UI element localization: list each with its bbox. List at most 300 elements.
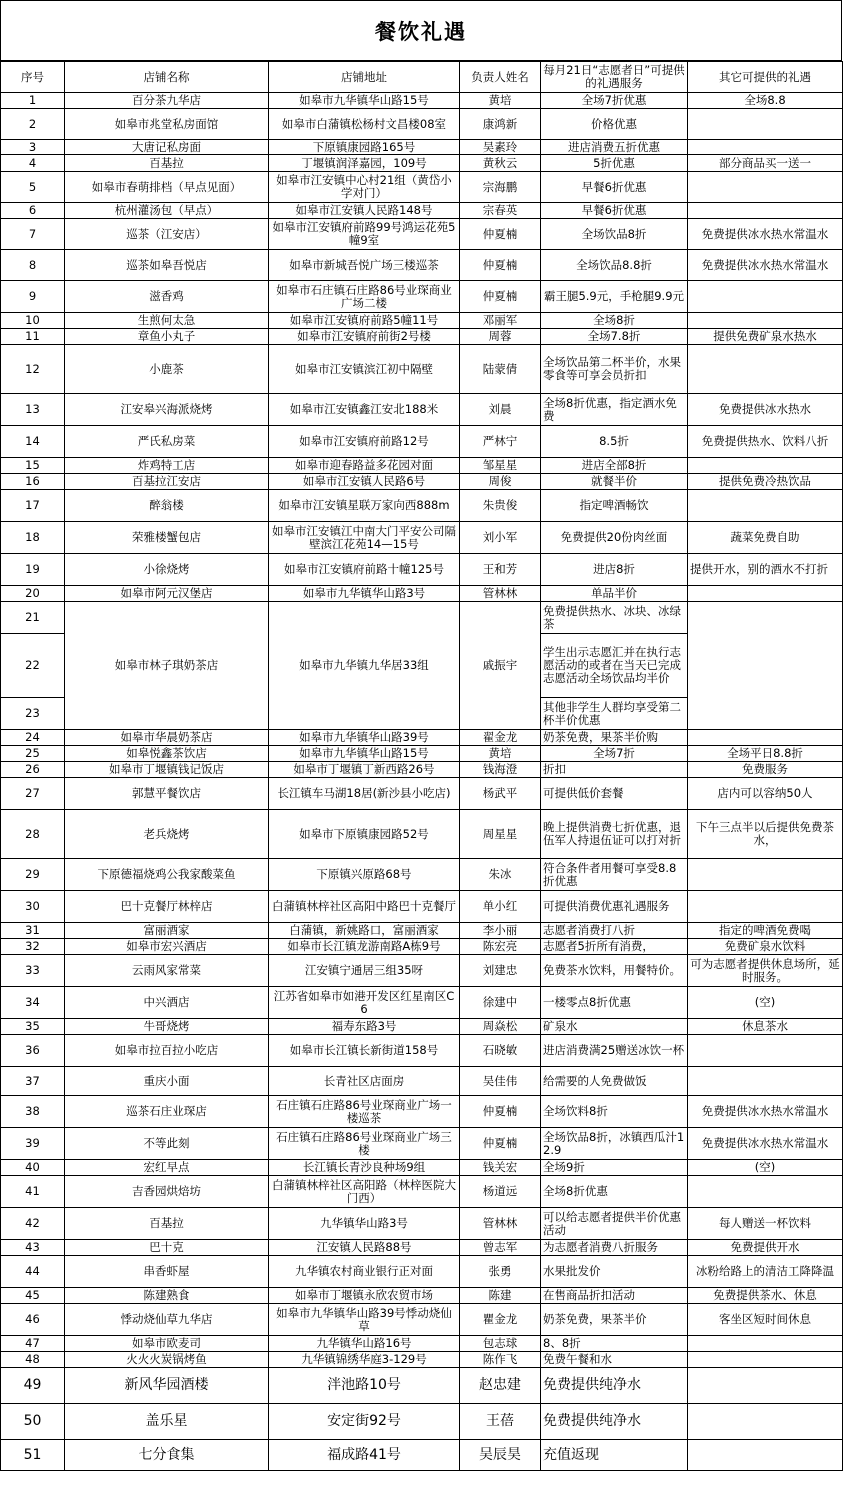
other-benefits: (空) — [688, 1160, 843, 1176]
row-number: 14 — [1, 426, 65, 458]
table-row — [1, 923, 843, 939]
contact-person: 钱关宏 — [460, 1160, 541, 1176]
volunteer-day-service: 全场8折优惠 — [541, 1176, 688, 1208]
volunteer-day-service: 进店8折 — [541, 554, 688, 586]
table-row — [1, 1240, 843, 1256]
other-benefits — [688, 859, 843, 891]
other-benefits — [688, 140, 843, 155]
shop-name: 杭州灌汤包（早点） — [65, 203, 269, 219]
shop-name: 百基拉 — [65, 155, 269, 172]
shop-address: 如皋市江安镇府前街2号楼 — [269, 329, 460, 345]
table-row — [1, 219, 843, 250]
benefits-table — [0, 61, 843, 1471]
header-person: 负责人姓名 — [460, 62, 541, 93]
header-shop-name: 店铺名称 — [65, 62, 269, 93]
other-benefits: 指定的啤酒免费喝 — [688, 923, 843, 939]
other-benefits — [688, 313, 843, 329]
volunteer-day-service: 免费午餐和水 — [541, 1352, 688, 1368]
shop-name: 巴十克 — [65, 1240, 269, 1256]
shop-name: 如皋市华晨奶茶店 — [65, 730, 269, 746]
shop-address: 如皋市江安镇滨江初中隔壁 — [269, 345, 460, 394]
contact-person: 仲夏楠 — [460, 1128, 541, 1160]
table-row — [1, 859, 843, 891]
other-benefits: 全场平日8.8折 — [688, 746, 843, 762]
volunteer-day-service: 免费茶水饮料，用餐特价。 — [541, 955, 688, 987]
contact-person: 仲夏楠 — [460, 281, 541, 313]
row-number: 17 — [1, 490, 65, 522]
row-number: 47 — [1, 1336, 65, 1352]
volunteer-day-service: 可提供消费优惠礼遇服务 — [541, 891, 688, 923]
other-benefits: 免费提供冰水热水常温水 — [688, 250, 843, 281]
contact-person: 刘晨 — [460, 394, 541, 426]
other-benefits: 蔬菜免费自助 — [688, 522, 843, 554]
shop-address: 如皋市九华镇九华居33组 — [269, 602, 460, 730]
shop-address: 江安镇宁通居三组35呀 — [269, 955, 460, 987]
volunteer-day-service: 8.5折 — [541, 426, 688, 458]
shop-address: 如皋市迎春路益多花园对面 — [269, 458, 460, 474]
volunteer-day-service: 免费提供20份肉丝面 — [541, 522, 688, 554]
table-row — [1, 1096, 843, 1128]
shop-address: 如皋市长江镇长新街道158号 — [269, 1035, 460, 1067]
volunteer-day-service: 志愿者消费打八折 — [541, 923, 688, 939]
contact-person: 管林林 — [460, 1208, 541, 1240]
sheet-title: 餐饮礼遇 — [0, 0, 842, 61]
shop-name: 如皋市拉百拉小吃店 — [65, 1035, 269, 1067]
shop-name: 巡茶石庄业琛店 — [65, 1096, 269, 1128]
volunteer-day-service: 进店全部8折 — [541, 458, 688, 474]
other-benefits: 店内可以容纳50人 — [688, 778, 843, 810]
table-row — [1, 329, 843, 345]
volunteer-day-service: 水果批发价 — [541, 1256, 688, 1288]
other-benefits — [688, 1368, 843, 1404]
shop-name: 七分食集 — [65, 1440, 269, 1471]
row-number: 44 — [1, 1256, 65, 1288]
shop-name: 巡茶如皋吾悦店 — [65, 250, 269, 281]
shop-name: 如皋市欧麦司 — [65, 1336, 269, 1352]
shop-name: 如皋市兆堂私房面馆 — [65, 109, 269, 140]
other-benefits: 全场8.8 — [688, 93, 843, 109]
shop-name: 串香虾屋 — [65, 1256, 269, 1288]
shop-name: 巡茶（江安店） — [65, 219, 269, 250]
volunteer-day-service: 全场7折 — [541, 746, 688, 762]
table-row — [1, 203, 843, 219]
contact-person: 杨武平 — [460, 778, 541, 810]
contact-person: 仲夏楠 — [460, 1096, 541, 1128]
table-row — [1, 140, 843, 155]
row-number: 12 — [1, 345, 65, 394]
contact-person: 管林林 — [460, 586, 541, 602]
row-number: 23 — [1, 698, 65, 730]
other-benefits: 免费服务 — [688, 762, 843, 778]
table-row — [1, 1288, 843, 1304]
volunteer-day-service: 免费提供纯净水 — [541, 1404, 688, 1440]
volunteer-day-service: 全场8折优惠，指定酒水免费 — [541, 394, 688, 426]
shop-name: 吉香园烘焙坊 — [65, 1176, 269, 1208]
volunteer-day-service: 进店消费五折优惠 — [541, 140, 688, 155]
shop-name: 陈建熟食 — [65, 1288, 269, 1304]
row-number: 16 — [1, 474, 65, 490]
shop-address: 如皋市丁堰镇丁新西路26号 — [269, 762, 460, 778]
shop-name: 下原德福烧鸡公我家酸菜鱼 — [65, 859, 269, 891]
table-row — [1, 778, 843, 810]
table-row — [1, 810, 843, 859]
other-benefits — [688, 1352, 843, 1368]
volunteer-day-service: 霸王腿5.9元，手枪腿9.9元 — [541, 281, 688, 313]
row-number: 2 — [1, 109, 65, 140]
header-no: 序号 — [1, 62, 65, 93]
other-benefits — [688, 203, 843, 219]
volunteer-day-service: 其他非学生人群均享受第二杯半价优惠 — [541, 698, 688, 730]
row-number: 19 — [1, 554, 65, 586]
shop-name: 富丽酒家 — [65, 923, 269, 939]
other-benefits — [688, 730, 843, 746]
other-benefits — [688, 345, 843, 394]
row-number: 4 — [1, 155, 65, 172]
contact-person: 仲夏楠 — [460, 250, 541, 281]
contact-person: 包志球 — [460, 1336, 541, 1352]
shop-address: 白蒲镇，新姚路口，富丽酒家 — [269, 923, 460, 939]
shop-name: 章鱼小丸子 — [65, 329, 269, 345]
shop-name: 百分茶九华店 — [65, 93, 269, 109]
row-number: 40 — [1, 1160, 65, 1176]
volunteer-day-service: 可以给志愿者提供半价优惠活动 — [541, 1208, 688, 1240]
shop-name: 如皋市宏兴酒店 — [65, 939, 269, 955]
contact-person: 钱海澄 — [460, 762, 541, 778]
row-number: 1 — [1, 93, 65, 109]
shop-name: 悸动烧仙草九华店 — [65, 1304, 269, 1336]
contact-person: 单小红 — [460, 891, 541, 923]
contact-person: 翟金龙 — [460, 730, 541, 746]
volunteer-day-service: 早餐6折优惠 — [541, 203, 688, 219]
other-benefits — [688, 490, 843, 522]
shop-address: 如皋市新城吾悦广场三楼巡茶 — [269, 250, 460, 281]
contact-person: 邹星星 — [460, 458, 541, 474]
table-row — [1, 522, 843, 554]
other-benefits: 免费提供热水、饮料八折 — [688, 426, 843, 458]
header-row — [1, 62, 843, 93]
contact-person: 曾志军 — [460, 1240, 541, 1256]
row-number: 27 — [1, 778, 65, 810]
row-number: 5 — [1, 172, 65, 203]
contact-person: 周俊 — [460, 474, 541, 490]
shop-name: 如皋市林子琪奶茶店 — [65, 602, 269, 730]
other-benefits — [688, 1067, 843, 1096]
other-benefits: 客坐区短时间休息 — [688, 1304, 843, 1336]
table-row — [1, 955, 843, 987]
volunteer-day-service: 就餐半价 — [541, 474, 688, 490]
contact-person: 黄培 — [460, 93, 541, 109]
table-row — [1, 730, 843, 746]
shop-address: 如皋市下原镇康园路52号 — [269, 810, 460, 859]
volunteer-day-service: 8、8折 — [541, 1336, 688, 1352]
table-row — [1, 490, 843, 522]
volunteer-day-service: 全场饮品8折，冰镇西瓜汁12.9 — [541, 1128, 688, 1160]
shop-address: 下原镇康园路165号 — [269, 140, 460, 155]
table-row — [1, 1256, 843, 1288]
volunteer-day-service: 全场饮品8.8折 — [541, 250, 688, 281]
row-number: 39 — [1, 1128, 65, 1160]
volunteer-day-service: 晚上提供消费七折优惠，退伍军人持退伍证可以打对折 — [541, 810, 688, 859]
shop-name: 牛哥烧烤 — [65, 1019, 269, 1035]
row-number: 9 — [1, 281, 65, 313]
volunteer-day-service: 全场8折 — [541, 313, 688, 329]
volunteer-day-service: 全场9折 — [541, 1160, 688, 1176]
contact-person: 黄秋云 — [460, 155, 541, 172]
shop-address: 如皋市长江镇龙游南路A栋9号 — [269, 939, 460, 955]
shop-name: 大唐记私房面 — [65, 140, 269, 155]
row-number: 29 — [1, 859, 65, 891]
shop-address: 如皋市丁堰镇永欣农贸市场 — [269, 1288, 460, 1304]
shop-name: 荣雅楼蟹包店 — [65, 522, 269, 554]
shop-address: 如皋市石庄镇石庄路86号业琛商业广场二楼 — [269, 281, 460, 313]
table-row — [1, 891, 843, 923]
other-benefits — [688, 1176, 843, 1208]
shop-address: 白蒲镇林梓社区高阳中路巴十克餐厅 — [269, 891, 460, 923]
shop-address: 长青社区店面房 — [269, 1067, 460, 1096]
volunteer-day-service: 奶茶免费，果茶半价 — [541, 1304, 688, 1336]
table-row — [1, 93, 843, 109]
other-benefits: 免费提供开水 — [688, 1240, 843, 1256]
other-benefits: 冰粉给路上的清洁工降降温 — [688, 1256, 843, 1288]
row-number: 45 — [1, 1288, 65, 1304]
other-benefits: (空) — [688, 987, 843, 1019]
other-benefits — [688, 1035, 843, 1067]
shop-name: 严氏私房菜 — [65, 426, 269, 458]
other-benefits — [688, 281, 843, 313]
shop-name: 郭慧平餐饮店 — [65, 778, 269, 810]
table-row — [1, 155, 843, 172]
table-row — [1, 987, 843, 1019]
row-number: 42 — [1, 1208, 65, 1240]
contact-person: 李小丽 — [460, 923, 541, 939]
shop-address: 福寿东路3号 — [269, 1019, 460, 1035]
other-benefits: 可为志愿者提供休息场所，延时服务。 — [688, 955, 843, 987]
row-number: 48 — [1, 1352, 65, 1368]
table-row — [1, 1035, 843, 1067]
row-number: 28 — [1, 810, 65, 859]
table-row — [1, 474, 843, 490]
row-number: 24 — [1, 730, 65, 746]
volunteer-day-service: 志愿者5折所有消费， — [541, 939, 688, 955]
header-other-benefits: 其它可提供的礼遇 — [688, 62, 843, 93]
other-benefits: 免费矿泉水饮料 — [688, 939, 843, 955]
contact-person: 刘小军 — [460, 522, 541, 554]
other-benefits: 提供开水，别的酒水不打折 — [688, 554, 843, 586]
shop-address: 石庄镇石庄路86号业琛商业广场三楼 — [269, 1128, 460, 1160]
contact-person: 吴辰昊 — [460, 1440, 541, 1471]
contact-person: 张勇 — [460, 1256, 541, 1288]
volunteer-day-service: 指定啤酒畅饮 — [541, 490, 688, 522]
shop-name: 如皋市阿元汉堡店 — [65, 586, 269, 602]
shop-address: 如皋市江安镇鑫江安北188米 — [269, 394, 460, 426]
header-volunteer-day-service: 每月21日“志愿者日”可提供的礼遇服务 — [541, 62, 688, 93]
contact-person: 杨道远 — [460, 1176, 541, 1208]
row-number: 6 — [1, 203, 65, 219]
table-row — [1, 109, 843, 140]
shop-address: 如皋市九华镇华山路15号 — [269, 746, 460, 762]
shop-name: 江安皋兴海派烧烤 — [65, 394, 269, 426]
contact-person: 宗春英 — [460, 203, 541, 219]
row-number: 10 — [1, 313, 65, 329]
shop-name: 炸鸡特工店 — [65, 458, 269, 474]
volunteer-day-service: 全场饮品8折 — [541, 219, 688, 250]
contact-person: 陆蒙倩 — [460, 345, 541, 394]
row-number: 46 — [1, 1304, 65, 1336]
table-body — [1, 93, 843, 1471]
table-row — [1, 281, 843, 313]
volunteer-day-service: 早餐6折优惠 — [541, 172, 688, 203]
shop-name: 生煎何太急 — [65, 313, 269, 329]
shop-name: 老兵烧烤 — [65, 810, 269, 859]
shop-address: 丁堰镇润泽嘉园，109号 — [269, 155, 460, 172]
table-row — [1, 1176, 843, 1208]
table-row — [1, 1368, 843, 1404]
shop-address: 如皋市江安镇中心村21组（黄岱小学对门） — [269, 172, 460, 203]
contact-person: 邓丽军 — [460, 313, 541, 329]
volunteer-day-service: 奶茶免费，果茶半价购 — [541, 730, 688, 746]
volunteer-day-service: 全场7折优惠 — [541, 93, 688, 109]
row-number: 36 — [1, 1035, 65, 1067]
shop-name: 滋香鸡 — [65, 281, 269, 313]
contact-person: 陈作飞 — [460, 1352, 541, 1368]
shop-address: 九华镇锦绣华庭3-129号 — [269, 1352, 460, 1368]
shop-address: 长江镇长青沙良种场9组 — [269, 1160, 460, 1176]
shop-name: 火火火炭锅烤鱼 — [65, 1352, 269, 1368]
shop-address: 江苏省如皋市如港开发区红星南区C6 — [269, 987, 460, 1019]
shop-name: 宏红早点 — [65, 1160, 269, 1176]
other-benefits — [688, 1440, 843, 1471]
table-row — [1, 1404, 843, 1440]
contact-person: 吴素玲 — [460, 140, 541, 155]
shop-address: 如皋市江安镇人民路148号 — [269, 203, 460, 219]
other-benefits: 免费提供茶水、休息 — [688, 1288, 843, 1304]
contact-person: 刘建忠 — [460, 955, 541, 987]
table-row — [1, 1440, 843, 1471]
table-row — [1, 313, 843, 329]
other-benefits — [688, 586, 843, 602]
volunteer-day-service: 折扣 — [541, 762, 688, 778]
shop-name: 云雨风家常菜 — [65, 955, 269, 987]
shop-name: 盖乐星 — [65, 1404, 269, 1440]
shop-address: 九华镇农村商业银行正对面 — [269, 1256, 460, 1288]
table-row — [1, 1160, 843, 1176]
table-row — [1, 1208, 843, 1240]
shop-address: 下原镇兴原路68号 — [269, 859, 460, 891]
row-number: 13 — [1, 394, 65, 426]
contact-person: 陈建 — [460, 1288, 541, 1304]
table-row — [1, 1304, 843, 1336]
row-number: 21 — [1, 602, 65, 634]
shop-address: 九华镇华山路16号 — [269, 1336, 460, 1352]
table-row — [1, 1067, 843, 1096]
contact-person: 陈宏亮 — [460, 939, 541, 955]
row-number: 7 — [1, 219, 65, 250]
shop-address: 如皋市江安镇江中南大门平安公司隔壁滨江花苑14—15号 — [269, 522, 460, 554]
contact-person: 赵忠建 — [460, 1368, 541, 1404]
table-row — [1, 939, 843, 955]
shop-address: 如皋市九华镇华山路15号 — [269, 93, 460, 109]
table-row — [1, 250, 843, 281]
contact-person: 周焱松 — [460, 1019, 541, 1035]
contact-person: 周星星 — [460, 810, 541, 859]
shop-address: 九华镇华山路3号 — [269, 1208, 460, 1240]
volunteer-day-service: 学生出示志愿汇并在执行志愿活动的或者在当天已完成志愿活动全场饮品均半价 — [541, 634, 688, 698]
other-benefits: 部分商品买一送一 — [688, 155, 843, 172]
volunteer-day-service: 价格优惠 — [541, 109, 688, 140]
row-number: 11 — [1, 329, 65, 345]
shop-name: 不等此刻 — [65, 1128, 269, 1160]
shop-address: 如皋市江安镇府前路十幢125号 — [269, 554, 460, 586]
table-row — [1, 1336, 843, 1352]
volunteer-day-service: 免费提供热水、冰块、冰绿茶 — [541, 602, 688, 634]
contact-person: 黄培 — [460, 746, 541, 762]
shop-name: 重庆小面 — [65, 1067, 269, 1096]
volunteer-day-service: 在售商品折扣活动 — [541, 1288, 688, 1304]
table-row — [1, 172, 843, 203]
volunteer-day-service: 一楼零点8折优惠 — [541, 987, 688, 1019]
other-benefits: 提供免费冷热饮品 — [688, 474, 843, 490]
other-benefits — [688, 458, 843, 474]
shop-name: 如皋市丁堰镇钱记饭店 — [65, 762, 269, 778]
shop-address: 安定街92号 — [269, 1404, 460, 1440]
row-number: 41 — [1, 1176, 65, 1208]
other-benefits: 免费提供冰水热水常温水 — [688, 1128, 843, 1160]
contact-person: 周蓉 — [460, 329, 541, 345]
contact-person: 王蓓 — [460, 1404, 541, 1440]
table-row — [1, 426, 843, 458]
row-number: 30 — [1, 891, 65, 923]
table-row — [1, 554, 843, 586]
shop-address: 如皋市九华镇华山路39号悸动烧仙草 — [269, 1304, 460, 1336]
contact-person: 石晓敏 — [460, 1035, 541, 1067]
table-row — [1, 602, 843, 634]
table-row — [1, 746, 843, 762]
shop-address: 如皋市江安镇府前路5幢11号 — [269, 313, 460, 329]
row-number: 34 — [1, 987, 65, 1019]
shop-address: 如皋市九华镇华山路39号 — [269, 730, 460, 746]
shop-address: 如皋市江安镇人民路6号 — [269, 474, 460, 490]
table-row — [1, 762, 843, 778]
other-benefits: 下午三点半以后提供免费茶水， — [688, 810, 843, 859]
other-benefits — [688, 891, 843, 923]
other-benefits: 免费提供冰水热水常温水 — [688, 1096, 843, 1128]
shop-address: 如皋市江安镇府前路12号 — [269, 426, 460, 458]
volunteer-day-service: 全场饮品第二杯半价，水果零食等可享会员折扣 — [541, 345, 688, 394]
contact-person: 仲夏楠 — [460, 219, 541, 250]
row-number: 31 — [1, 923, 65, 939]
volunteer-day-service: 免费提供纯净水 — [541, 1368, 688, 1404]
row-number: 43 — [1, 1240, 65, 1256]
row-number: 33 — [1, 955, 65, 987]
row-number: 37 — [1, 1067, 65, 1096]
shop-name: 新风华园酒楼 — [65, 1368, 269, 1404]
shop-name: 如皋市春萌排档（早点见面） — [65, 172, 269, 203]
shop-name: 巴十克餐厅林梓店 — [65, 891, 269, 923]
other-benefits: 免费提供冰水热水 — [688, 394, 843, 426]
shop-address: 如皋市江安镇星联万家向西888m — [269, 490, 460, 522]
shop-address: 如皋市白蒲镇松杨村文昌楼08室 — [269, 109, 460, 140]
row-number: 49 — [1, 1368, 65, 1404]
row-number: 38 — [1, 1096, 65, 1128]
shop-address: 石庄镇石庄路86号业琛商业广场一楼巡茶 — [269, 1096, 460, 1128]
shop-name: 小鹿茶 — [65, 345, 269, 394]
row-number: 15 — [1, 458, 65, 474]
shop-name: 小徐烧烤 — [65, 554, 269, 586]
contact-person: 宗海鹏 — [460, 172, 541, 203]
row-number: 22 — [1, 634, 65, 698]
row-number: 50 — [1, 1404, 65, 1440]
volunteer-day-service: 为志愿者消费八折服务 — [541, 1240, 688, 1256]
